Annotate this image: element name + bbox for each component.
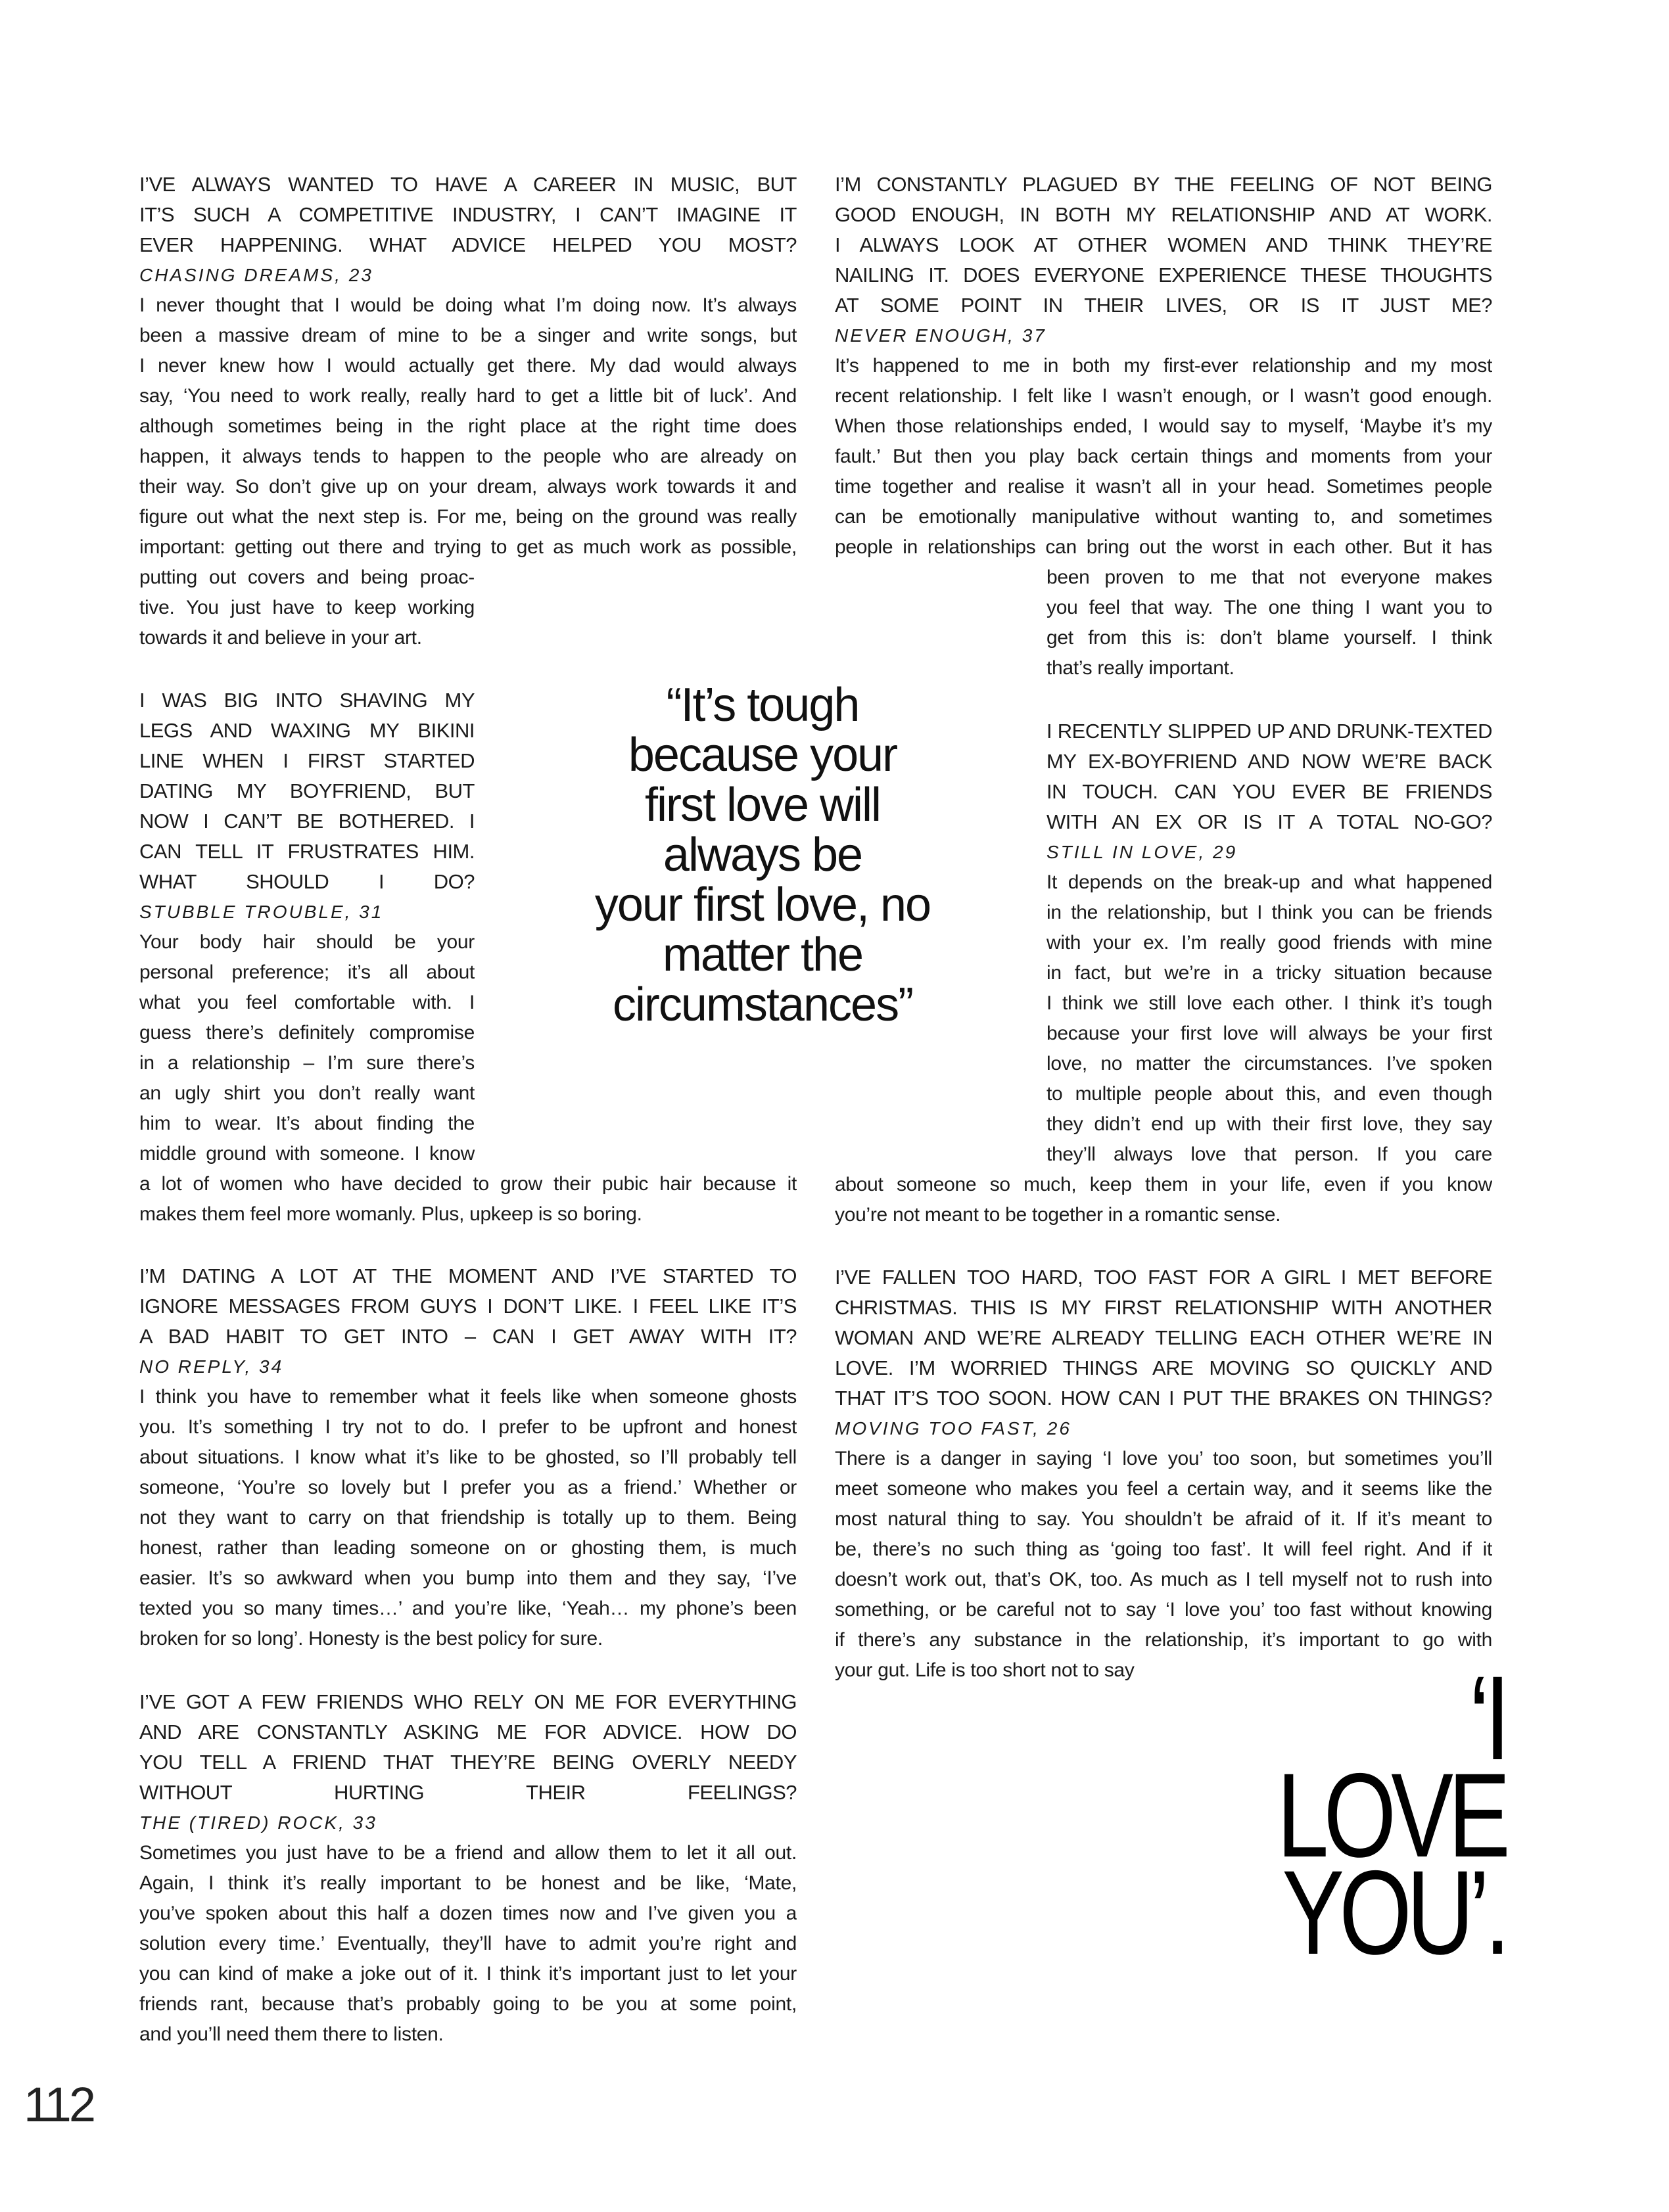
pull-quote-line: circumstances” (612, 979, 913, 1031)
reader-signature: STUBBLE TROUBLE, 31 (139, 902, 384, 922)
question-line: LEGS AND WAXING MY BIKINI (139, 719, 475, 742)
answer-line: towards it and believe in your art. (139, 627, 422, 649)
answer-line: time together and realise it wasn’t all in your head. Sometimes people (835, 476, 1492, 497)
answer-line: middle ground with someone. I know (139, 1143, 475, 1164)
answer-line: I never knew how I would actually get there. My dad would always (139, 355, 797, 377)
answer-line: been proven to me that not everyone makes (1046, 566, 1492, 588)
answer-line: you’ve spoken about this half a dozen times now and I’ve given you a (139, 1902, 797, 1924)
answer-line: not they want to carry on that friendship is totally up to them. Being (139, 1507, 797, 1529)
question-line: NAILING IT. DOES EVERYONE EXPERIENCE THESE THOUGHTS (835, 264, 1492, 287)
question-line: I’VE FALLEN TOO HARD, TOO FAST FOR A GIRL I MET BEFORE (835, 1266, 1492, 1289)
answer-line: solution every time.’ Eventually, they’ll have to admit you’re right and (139, 1933, 797, 1954)
qa-chasing-dreams (139, 170, 797, 653)
question-line: AT SOME POINT IN THEIR LIVES, OR IS IT JUST ME? (835, 294, 1492, 317)
question-line: WHAT SHOULD I DO? (139, 870, 475, 893)
answer-line: they’ll always love that person. If you care (1046, 1143, 1492, 1165)
answer-line: figure out what the next step is. For me, being on the ground was really (139, 506, 797, 528)
qa-moving-too-fast (835, 1262, 1492, 1686)
answer-line: that’s really important. (1046, 657, 1234, 679)
question-line: MY EX-BOYFRIEND AND NOW WE’RE BACK (1046, 750, 1492, 773)
reader-signature: NEVER ENOUGH, 37 (835, 325, 1046, 346)
pull-quote-line: because your (628, 729, 897, 781)
big-quote-line: YOU’. (1282, 1845, 1505, 1979)
answer-line: you can kind of make a joke out of it. I think it’s important just to let your (139, 1963, 797, 1985)
answer-line: love, no matter the circumstances. I’ve spoken (1046, 1053, 1492, 1074)
answer-line: personal preference; it’s all about (139, 961, 475, 983)
answer-line: with your ex. I’m really good friends with mine (1046, 932, 1492, 954)
answer-line: Again, I think it’s really important to be honest and be like, ‘Mate, (139, 1872, 797, 1894)
answer-line: texted you so many times…’ and you’re like, ‘Yeah… my phone’s been (139, 1598, 797, 1619)
answer-line: him to wear. It’s about finding the (139, 1113, 475, 1134)
answer-line: I think you have to remember what it feels like when someone ghosts (139, 1386, 797, 1408)
question-line: I’VE GOT A FEW FRIENDS WHO RELY ON ME FOR EVERYTHING (139, 1690, 797, 1713)
question-line: WITHOUT HURTING THEIR FEELINGS? (139, 1781, 797, 1804)
answer-line: putting out covers and being proac- (139, 566, 475, 588)
answer-line: fault.’ But then you play back certain things and moments from your (835, 446, 1492, 467)
question-line: CAN TELL IT FRUSTRATES HIM. (139, 840, 475, 863)
answer-line: in the relationship, but I think you can be friends (1046, 902, 1492, 923)
answer-line: about someone so much, keep them in your life, even if you know (835, 1174, 1492, 1195)
answer-line: to multiple people about this, and even though (1046, 1083, 1492, 1105)
question-line: I’M CONSTANTLY PLAGUED BY THE FEELING OF NOT BEING (835, 173, 1492, 196)
answer-line: get from this is: don’t blame yourself. I think (1046, 627, 1492, 649)
answer-line: guess there’s definitely compromise (139, 1022, 475, 1044)
page-number: 112 (24, 2077, 93, 2132)
answer-line: honest, rather than leading someone on or ghosting them, is much (139, 1537, 797, 1559)
qa-no-reply (139, 1261, 797, 1654)
answer-line: because your first love will always be your first (1046, 1023, 1492, 1044)
question-line: A BAD HABIT TO GET INTO – CAN I GET AWAY WITH IT? (139, 1325, 797, 1348)
question-line: IGNORE MESSAGES FROM GUYS I DON’T LIKE. I FEEL LIKE IT’S (139, 1295, 797, 1318)
question-line: YOU TELL A FRIEND THAT THEY’RE BEING OVERLY NEEDY (139, 1751, 797, 1774)
answer-line: you feel that way. The one thing I want you to (1046, 597, 1492, 618)
question-line: DATING MY BOYFRIEND, BUT (139, 779, 475, 802)
answer-line: what you feel comfortable with. I (139, 992, 475, 1013)
answer-line: I think we still love each other. I think it’s tough (1046, 992, 1492, 1014)
question-line: NOW I CAN’T BE BOTHERED. I (139, 810, 475, 833)
answer-line: something, or be careful not to say ‘I love you’ too fast without knowing (835, 1599, 1492, 1621)
qa-never-enough (835, 170, 1492, 683)
pull-quote-line: “It’s tough (666, 679, 859, 731)
answer-line: makes them feel more womanly. Plus, upkeep is so boring. (139, 1203, 642, 1225)
answer-line: broken for so long’. Honesty is the best policy for sure. (139, 1628, 603, 1649)
answer-line: important: getting out there and trying to get as much work as possible, (139, 536, 797, 558)
answer-line: Your body hair should be your (139, 931, 475, 953)
answer-line: There is a danger in saying ‘I love you’ too soon, but sometimes you’ll (835, 1448, 1492, 1469)
question-line: I ALWAYS LOOK AT OTHER WOMEN AND THINK THEY’RE (835, 233, 1492, 256)
reader-signature: THE (TIRED) ROCK, 33 (139, 1812, 377, 1833)
pull-quote (559, 680, 966, 1030)
question-line: WITH AN EX OR IS IT A TOTAL NO-GO? (1046, 810, 1492, 833)
answer-line: your gut. Life is too short not to say (835, 1659, 1135, 1681)
answer-line: recent relationship. I felt like I wasn’t enough, or I wasn’t good enough. (835, 385, 1492, 407)
question-line: I’VE ALWAYS WANTED TO HAVE A CAREER IN MUSIC, BUT (139, 173, 797, 196)
question-line: AND ARE CONSTANTLY ASKING ME FOR ADVICE. HOW DO (139, 1720, 797, 1743)
answer-line: happen, it always tends to happen to the people who are already on (139, 446, 797, 467)
answer-line: tive. You just have to keep working (139, 597, 475, 618)
answer-line: Sometimes you just have to be a friend and allow them to let it all out. (139, 1842, 797, 1864)
question-line: I RECENTLY SLIPPED UP AND DRUNK-TEXTED (1046, 720, 1492, 743)
answer-line: although sometimes being in the right place at the right time does (139, 415, 797, 437)
question-line: WOMAN AND WE’RE ALREADY TELLING EACH OTHER WE’RE IN (835, 1326, 1492, 1349)
answer-line: if there’s any substance in the relationship, it’s important to go with (835, 1629, 1492, 1651)
answer-line: you’re not meant to be together in a romantic sense. (835, 1204, 1281, 1226)
answer-line: be, there’s no such thing as ‘going too fast’. It will feel right. And if it (835, 1538, 1492, 1560)
answer-line: in a relationship – I’m sure there’s (139, 1052, 475, 1074)
answer-line: in fact, but we’re in a tricky situation because (1046, 962, 1492, 984)
reader-signature: CHASING DREAMS, 23 (139, 265, 373, 285)
answer-line: doesn’t work out, that’s OK, too. As much as I tell myself not to rush into (835, 1569, 1492, 1590)
answer-line: been a massive dream of mine to be a singer and write songs, but (139, 325, 797, 346)
answer-line: I never thought that I would be doing what I’m doing now. It’s always (139, 294, 797, 316)
reader-signature: MOVING TOO FAST, 26 (835, 1418, 1071, 1439)
answer-line: an ugly shirt you don’t really want (139, 1082, 475, 1104)
question-line: IT’S SUCH A COMPETITIVE INDUSTRY, I CAN’T IMAGINE IT (139, 203, 797, 226)
answer-line: easier. It’s so awkward when you bump into them and they say, ‘I’ve (139, 1567, 797, 1589)
answer-line: and you’ll need them there to listen. (139, 2023, 444, 2045)
answer-line: friends rant, because that’s probably going to be you at some point, (139, 1993, 797, 2015)
reader-signature: STILL IN LOVE, 29 (1046, 842, 1238, 862)
answer-line: someone, ‘You’re so lovely but I prefer you as a friend.’ Whether or (139, 1477, 797, 1498)
reader-signature: NO REPLY, 34 (139, 1356, 284, 1377)
answer-line: you. It’s something I try not to do. I prefer to be upfront and honest (139, 1416, 797, 1438)
question-line: LINE WHEN I FIRST STARTED (139, 749, 475, 772)
question-line: LOVE. I’M WORRIED THINGS ARE MOVING SO QUICKLY AND (835, 1356, 1492, 1379)
question-line: EVER HAPPENING. WHAT ADVICE HELPED YOU MOST? (139, 233, 797, 256)
big-quote-i-love-you (1234, 1651, 1505, 1979)
answer-line: a lot of women who have decided to grow their pubic hair because it (139, 1173, 797, 1195)
answer-line: When those relationships ended, I would say to myself, ‘Maybe it’s my (835, 415, 1492, 437)
answer-line: they didn’t end up with their first love, they say (1046, 1113, 1492, 1135)
pull-quote-line: first love will (644, 779, 881, 831)
question-line: CHRISTMAS. THIS IS MY FIRST RELATIONSHIP WITH ANOTHER (835, 1296, 1492, 1319)
question-line: IN TOUCH. CAN YOU EVER BE FRIENDS (1046, 780, 1492, 803)
answer-line: say, ‘You need to work really, really hard to get a little bit of luck’. And (139, 385, 797, 407)
answer-line: most natural thing to say. You shouldn’t be afraid of it. If it’s meant to (835, 1508, 1492, 1530)
pull-quote-line: matter the (662, 929, 863, 981)
answer-line: people in relationships can bring out the worst in each other. But it has (835, 536, 1492, 558)
question-line: I’M DATING A LOT AT THE MOMENT AND I’VE STARTED TO (139, 1264, 797, 1287)
answer-line: their way. So don’t give up on your dream, always work towards it and (139, 476, 797, 497)
big-quote-line: ‘I LOVE (1277, 1651, 1505, 1882)
answer-line: can be emotionally manipulative without wanting to, and sometimes (835, 506, 1492, 528)
pull-quote-line: your first love, no (594, 879, 931, 931)
question-line: I WAS BIG INTO SHAVING MY (139, 689, 475, 712)
answer-line: meet someone who makes you feel a certain way, and it seems like the (835, 1478, 1492, 1500)
answer-line: It’s happened to me in both my first-ever relationship and my most (835, 355, 1492, 377)
answer-line: It depends on the break-up and what happened (1046, 871, 1492, 893)
pull-quote-line: always be (663, 829, 862, 881)
answer-line: about situations. I know what it’s like to be ghosted, so I’ll probably tell (139, 1446, 797, 1468)
question-line: THAT IT’S TOO SOON. HOW CAN I PUT THE BRAKES ON THINGS? (835, 1387, 1492, 1410)
question-line: GOOD ENOUGH, IN BOTH MY RELATIONSHIP AND AT WORK. (835, 203, 1492, 226)
qa-tired-rock (139, 1687, 797, 2050)
